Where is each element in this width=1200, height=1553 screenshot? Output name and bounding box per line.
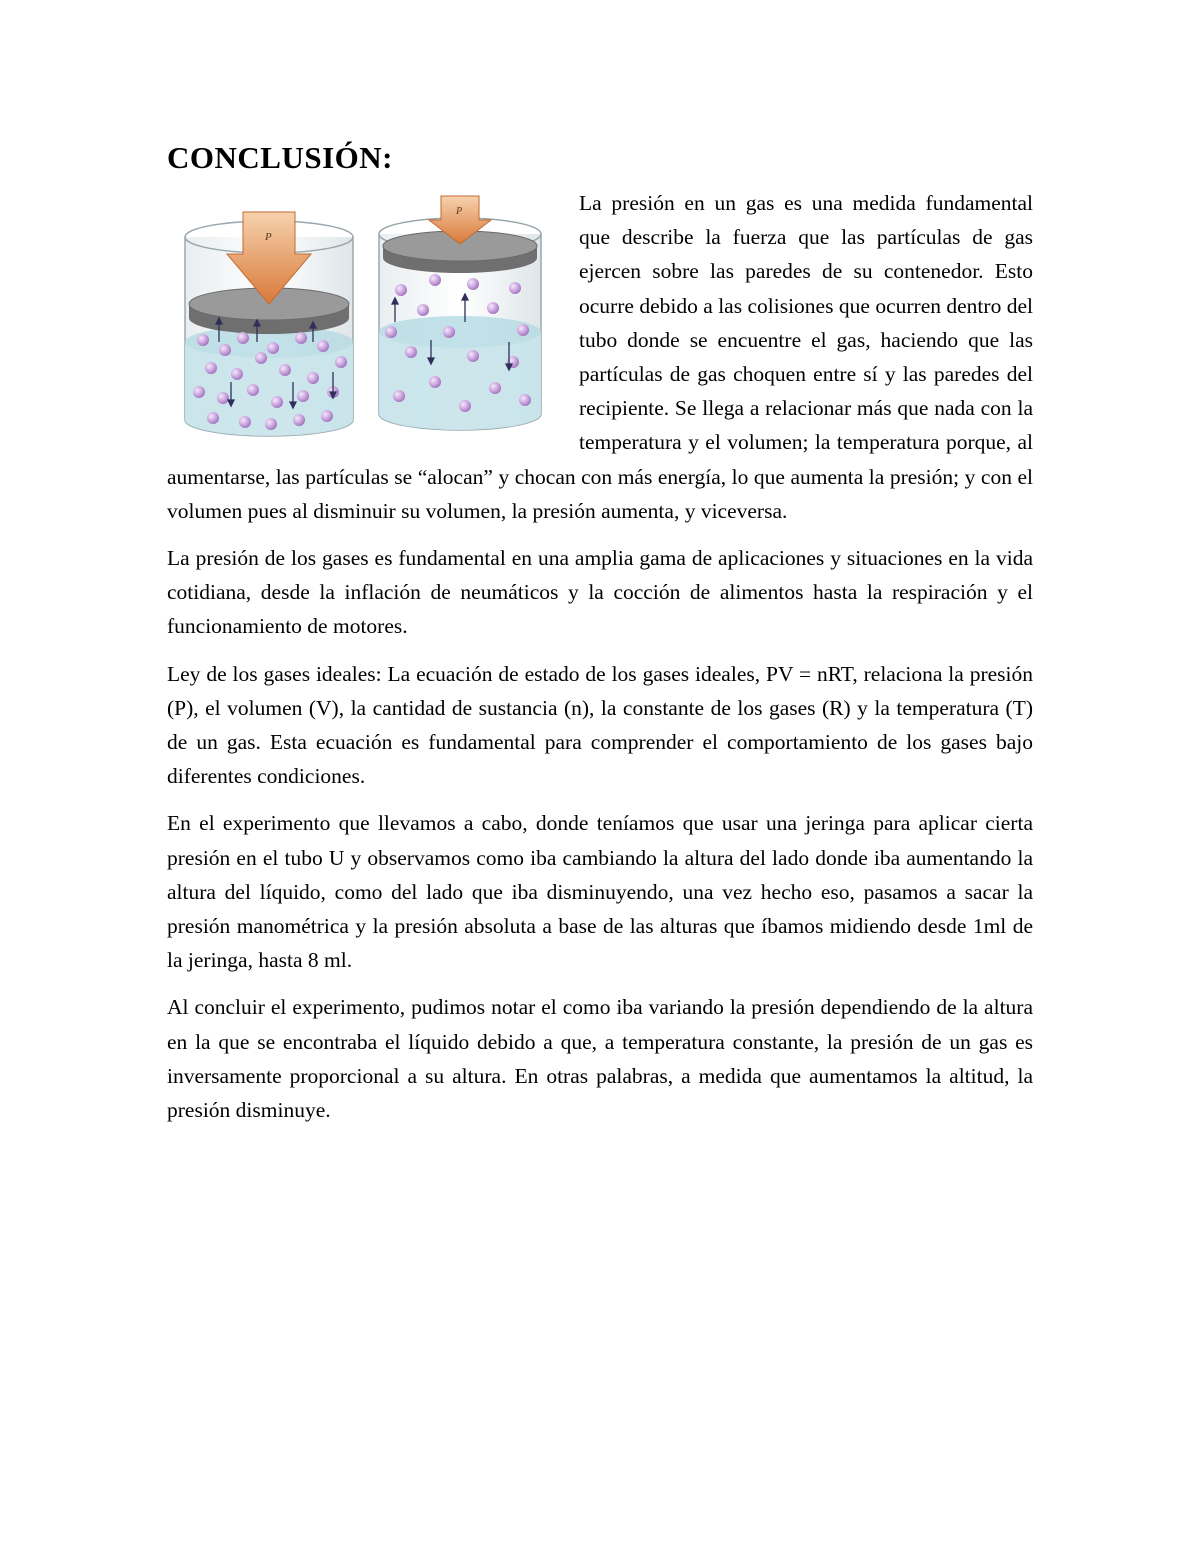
paragraph-1 bbox=[167, 186, 1033, 528]
right-cylinder-label: P bbox=[456, 206, 463, 217]
paragraph-2: La presión de los gases es fundamental en una amplia gama de aplicaciones y situaciones en la vida cotidiana, desde la inflación de neumáticos y la cocción de alimentos hasta la respiración y el funcionamiento de motores. bbox=[167, 546, 1033, 639]
left-cylinder-label: P bbox=[265, 231, 272, 243]
paragraph-3: Ley de los gases ideales: La ecuación de estado de los gases ideales, PV = nRT, relaciona la presión (P), el volumen (V), la cantidad de sustancia (n), la constante de los gases (R) y la temperatura (T) de un gas. Esta ecuación es fundamental para comprender el comportamiento de los gases bajo diferentes condiciones. bbox=[167, 661, 1033, 789]
page-title: CONCLUSIÓN: bbox=[167, 140, 393, 175]
left-cylinder bbox=[185, 212, 353, 436]
right-cylinder bbox=[379, 196, 541, 430]
paragraph-4: En el experimento que llevamos a cabo, donde teníamos que usar una jeringa para aplicar cierta presión en el tubo U y observamos como iba cambiando la altura del lado donde iba aumentando la altura del líquido, como del lado que iba disminuyendo, una vez hecho eso, pasamos a sacar la presión manométrica y la presión absoluta a base de las alturas que íbamos midiendo desde 1ml de la jeringa, hasta 8 ml. bbox=[167, 811, 1033, 973]
paragraph-1-text: La presión en un gas es una medida fundamental que describe la fuerza que las partículas de gas ejercen sobre las paredes de su contenedor. Esto ocurre debido a las colisiones que ocurren dentro del tubo donde se encuentre el gas, haciendo que las partículas de gas choquen entre sí y las paredes del recipiente. Se llega a relacionar más que nada con la temperatura y el volumen; la temperatura porque, al aumentarse, las partículas se “alocan” y chocan con más energía, lo que aumenta la presión; y con el volumen pues al disminuir su volumen, la presión aumenta, y viceversa. bbox=[167, 191, 1033, 523]
paragraph-5: Al concluir el experimento, pudimos notar el como iba variando la presión dependiendo de la altura en la que se encontraba el líquido debido a que, a temperatura constante, la presión de un gas es inversamente proporcional a su altura. En otras palabras, a medida que aumentamos la altitud, la presión disminuye. bbox=[167, 995, 1033, 1123]
document-body bbox=[167, 140, 1033, 1140]
gas-pressure-figure bbox=[173, 192, 565, 450]
